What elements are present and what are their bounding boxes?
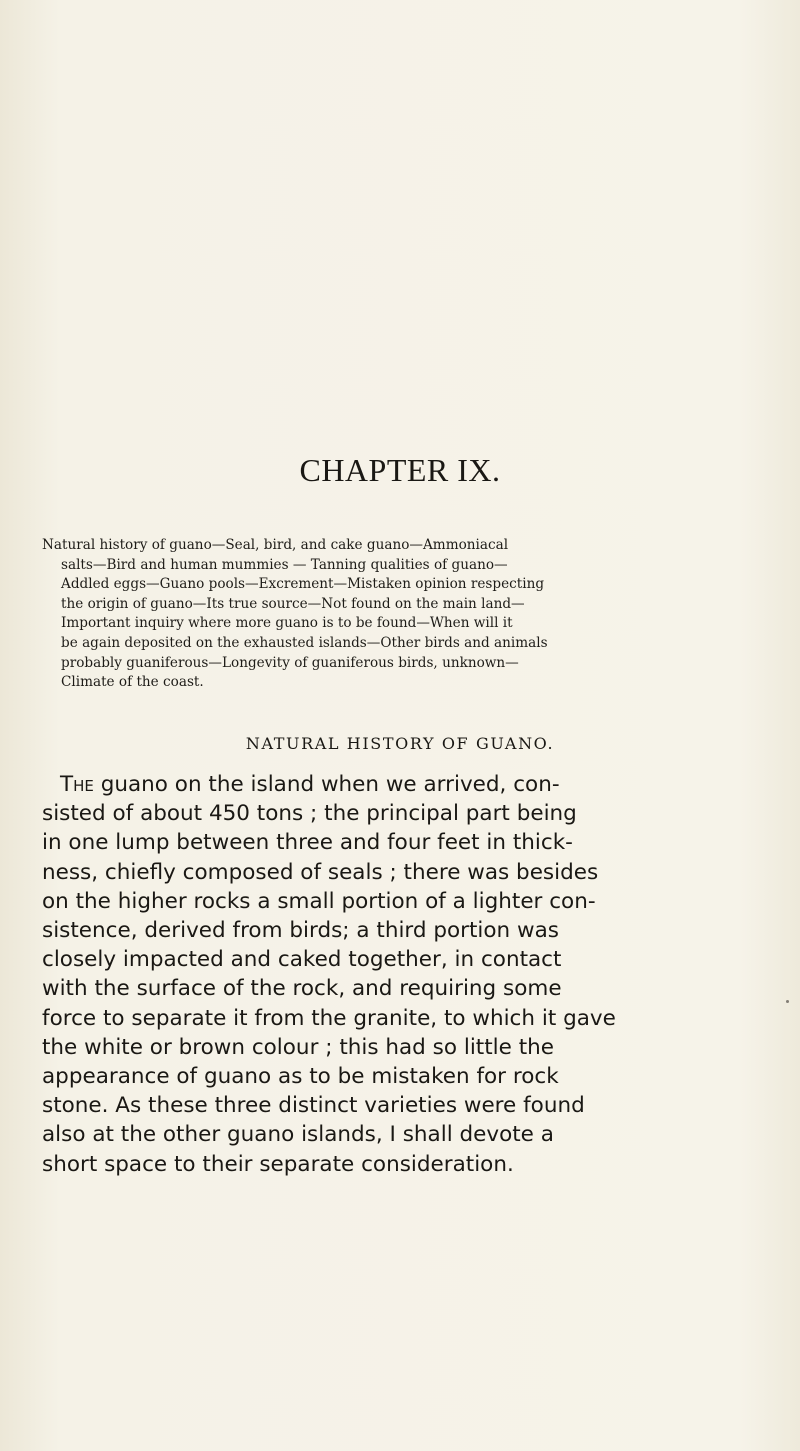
chapter-title: CHAPTER IX.	[299, 452, 501, 488]
paragraph-line: force to separate it from the granite, to which it gave	[42, 1005, 616, 1031]
paragraph-line-text: guano on the island when we arrived, con-	[93, 772, 560, 797]
synopsis-line: Natural history of guano—Seal, bird, and cake guano—Ammoniacal	[42, 537, 509, 553]
paragraph-line: sisted of about 450 tons ; the principal part being	[42, 801, 577, 827]
paragraph-line: sistence, derived from birds; a third portion was	[42, 918, 559, 944]
paragraph-line: the white or brown colour ; this had so little the	[42, 1034, 554, 1060]
synopsis-line: salts—Bird and human mummies — Tanning qualities of guano—	[61, 556, 508, 573]
section-heading: NATURAL HISTORY OF GUANO.	[245, 734, 555, 753]
paragraph-line: appearance of guano as to be mistaken for rock	[42, 1064, 559, 1090]
paragraph-line: on the higher rocks a small portion of a lighter con-	[42, 888, 596, 914]
paragraph-line: also at the other guano islands, I shall devote a	[42, 1122, 554, 1148]
opening-word: The	[60, 772, 94, 797]
paragraph-line: short space to their separate consideration.	[42, 1151, 514, 1177]
chapter-synopsis	[42, 536, 688, 693]
ink-speck	[786, 1000, 789, 1003]
synopsis-line: probably guaniferous—Longevity of guaniferous birds, unknown—	[61, 654, 519, 671]
paragraph-line: ness, chiefly composed of seals ; there was besides	[42, 859, 599, 885]
synopsis-line: Important inquiry where more guano is to be found—When will it	[61, 615, 513, 632]
synopsis-line: Climate of the coast.	[61, 674, 204, 691]
paragraph-line: closely impacted and caked together, in contact	[42, 947, 562, 973]
synopsis-line: the origin of guano—Its true source—Not found on the main land—	[61, 595, 525, 612]
synopsis-line: Addled eggs—Guano pools—Excrement—Mistaken opinion respecting	[61, 576, 545, 593]
paragraph-line	[42, 770, 702, 799]
synopsis-line: be again deposited on the exhausted islands—Other birds and animals	[61, 634, 548, 651]
paragraph-line: with the surface of the rock, and requiring some	[42, 976, 562, 1002]
paragraph-line: stone. As these three distinct varieties were found	[42, 1093, 585, 1119]
body-paragraph	[42, 770, 702, 1179]
paragraph-line: in one lump between three and four feet in thick-	[42, 830, 573, 856]
